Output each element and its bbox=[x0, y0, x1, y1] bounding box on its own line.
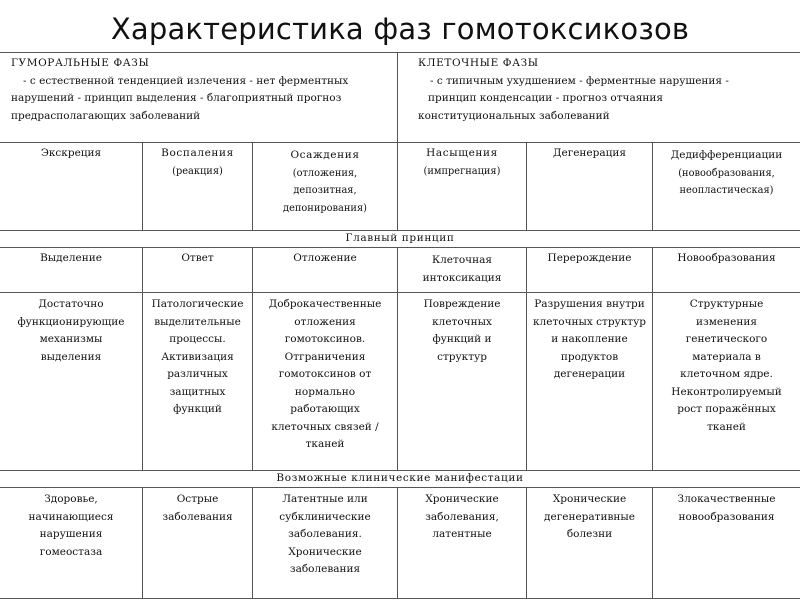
manifestation-cell: Острые заболевания bbox=[162, 493, 233, 523]
cellular-phases-block bbox=[415, 53, 799, 141]
principle-cell: Отложение bbox=[293, 252, 357, 264]
phase-name: Дегенерация bbox=[552, 147, 627, 159]
description-cell: Повреждение клеточных функций и структур bbox=[423, 298, 501, 363]
phase-cell-excretion bbox=[0, 143, 142, 165]
principle-cell: Новообразования bbox=[677, 252, 776, 264]
humoral-line: нарушений - принцип выделения - благоприятный прогноз bbox=[11, 92, 342, 104]
phase-subtitle: (новообразования, неопластическая) bbox=[678, 167, 775, 196]
phase-subtitle: (реакция) bbox=[172, 165, 223, 177]
principle-cell: Клеточная интоксикация bbox=[422, 254, 502, 284]
cellular-line: конституциональных заболеваний bbox=[418, 109, 610, 122]
table-border-bottom bbox=[0, 598, 800, 599]
phase-name: Насыщения bbox=[426, 147, 498, 159]
row-divider bbox=[0, 292, 800, 293]
principle-cell: Перерождение bbox=[547, 252, 632, 264]
humoral-phases-block bbox=[8, 53, 396, 141]
description-cell: Патологические выделительные процессы. Активизация различных защитных функций bbox=[151, 298, 244, 415]
manifestation-cell: Латентные или субклинические заболевания. Хронические заболевания bbox=[279, 493, 371, 575]
phase-name: Дедифференциации bbox=[670, 149, 783, 161]
manifestation-cell: Хронические дегенеративные болезни bbox=[544, 493, 635, 540]
phase-cell-saturation bbox=[398, 143, 526, 182]
description-cell: Достаточно функционирующие механизмы выделения bbox=[17, 298, 125, 363]
manifestation-cell: Злокачественные новообразования bbox=[677, 493, 776, 523]
phase-name: Воспаления bbox=[161, 147, 234, 159]
phase-cell-inflammation bbox=[143, 143, 252, 182]
description-cell: Структурные изменения генетического материала в клеточном ядре. Неконтролируемый рост поражённых тканей bbox=[671, 298, 782, 433]
main-principle-label: Главный принцип bbox=[345, 232, 455, 244]
cellular-line: - с типичным ухудшением - ферментные нарушения - bbox=[430, 74, 729, 87]
phase-cell-dedifferentiation bbox=[653, 145, 800, 202]
phase-subtitle: (отложения, депозитная, депонирования) bbox=[283, 167, 367, 214]
description-cell: Доброкачественные отложения гомотоксинов. Отграничения гомотоксинов от нормально работающих клеточных связей / тканей bbox=[268, 298, 382, 450]
manifestation-cell: Здоровье, начинающиеся нарушения гомеостаза bbox=[28, 493, 114, 558]
page-title: Характеристика фаз гомотоксикозов bbox=[110, 12, 690, 46]
principle-cell: Ответ bbox=[181, 252, 214, 264]
humoral-line: предрасполагающих заболеваний bbox=[11, 109, 201, 122]
cellular-phases-header: КЛЕТОЧНЫЕ ФАЗЫ bbox=[418, 57, 539, 69]
phase-cell-deposition bbox=[253, 145, 397, 219]
phase-name: Экскреция bbox=[40, 147, 102, 159]
row-divider bbox=[0, 487, 800, 488]
phase-subtitle: (импрегнация) bbox=[423, 165, 501, 177]
phase-cell-degeneration bbox=[527, 143, 652, 165]
manifestations-label: Возможные клинические манифестации bbox=[276, 472, 524, 484]
column-divider-center bbox=[397, 52, 398, 142]
phase-name: Осаждения bbox=[290, 149, 360, 161]
manifestation-cell: Хронические заболевания, латентные bbox=[425, 493, 499, 540]
humoral-phases-header: ГУМОРАЛЬНЫЕ ФАЗЫ bbox=[11, 57, 150, 69]
description-cell: Разрушения внутри клеточных структур и накопление продуктов дегенерации bbox=[533, 298, 646, 380]
humoral-line: - с естественной тенденцией излечения - нет ферментных bbox=[23, 74, 349, 87]
cellular-line: принцип конденсации - прогноз отчаяния bbox=[428, 92, 663, 104]
principle-cell: Выделение bbox=[40, 252, 102, 264]
